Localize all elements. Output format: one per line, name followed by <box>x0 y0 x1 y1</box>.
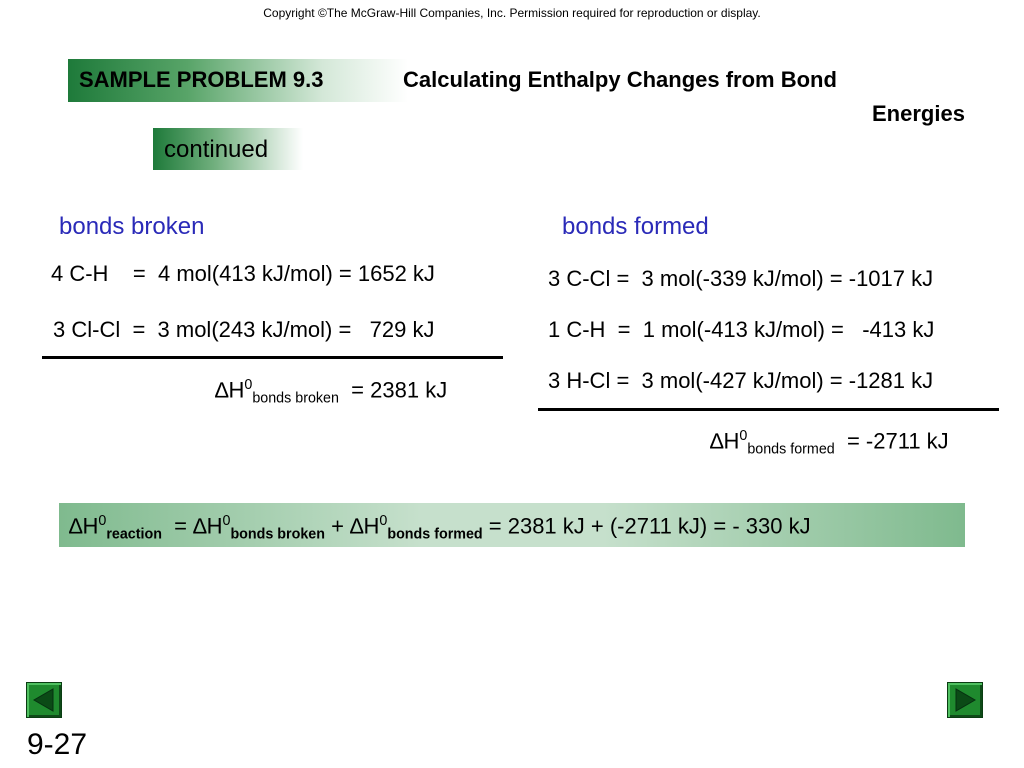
formed-total: $\Delta H^0_{bonds formed} = -2711$ kJ <box>710 428 949 458</box>
broken-row: 3 Cl-Cl = 3 mol(243 kJ/mol) = 729 kJ <box>53 317 435 342</box>
previous-slide-button[interactable] <box>26 682 62 718</box>
slide-title-line2: Energies <box>872 101 965 126</box>
broken-total: $\Delta H^0_{bonds broken} = 2381$ kJ <box>215 377 448 407</box>
page-number: 9-27 <box>27 728 88 761</box>
formed-row: 3 H-Cl = 3 mol(-427 kJ/mol) = -1281 kJ <box>548 368 934 393</box>
right-arrow-icon <box>948 683 982 717</box>
formed-row: 1 C-H = 1 mol(-413 kJ/mol) = -413 kJ <box>548 317 935 342</box>
slide-title-line1: Calculating Enthalpy Changes from Bond <box>403 67 837 92</box>
bonds-formed-heading: bonds formed <box>562 213 709 240</box>
left-arrow-icon <box>27 683 61 717</box>
continued-label: continued <box>164 136 269 163</box>
bonds-broken-heading: bonds broken <box>59 213 205 240</box>
broken-row: 4 C-H = 4 mol(413 kJ/mol) = 1652 kJ <box>51 261 435 286</box>
formed-row: 3 C-Cl = 3 mol(-339 kJ/mol) = -1017 kJ <box>548 266 934 291</box>
broken-sum-rule <box>42 356 503 359</box>
reaction-result-equation: $\Delta H^0_{reaction} = \Delta H^0_{bonds broken} + \Delta H^0_{bonds formed} = 2381$ kJ + (-2711 kJ) = - 330 kJ <box>69 513 811 543</box>
formed-sum-rule <box>538 408 999 411</box>
next-slide-button[interactable] <box>947 682 983 718</box>
copyright-notice: Copyright ©The McGraw-Hill Companies, Inc. Permission required for reproduction or display. <box>263 6 761 20</box>
sample-problem-label: SAMPLE PROBLEM 9.3 <box>79 67 324 92</box>
